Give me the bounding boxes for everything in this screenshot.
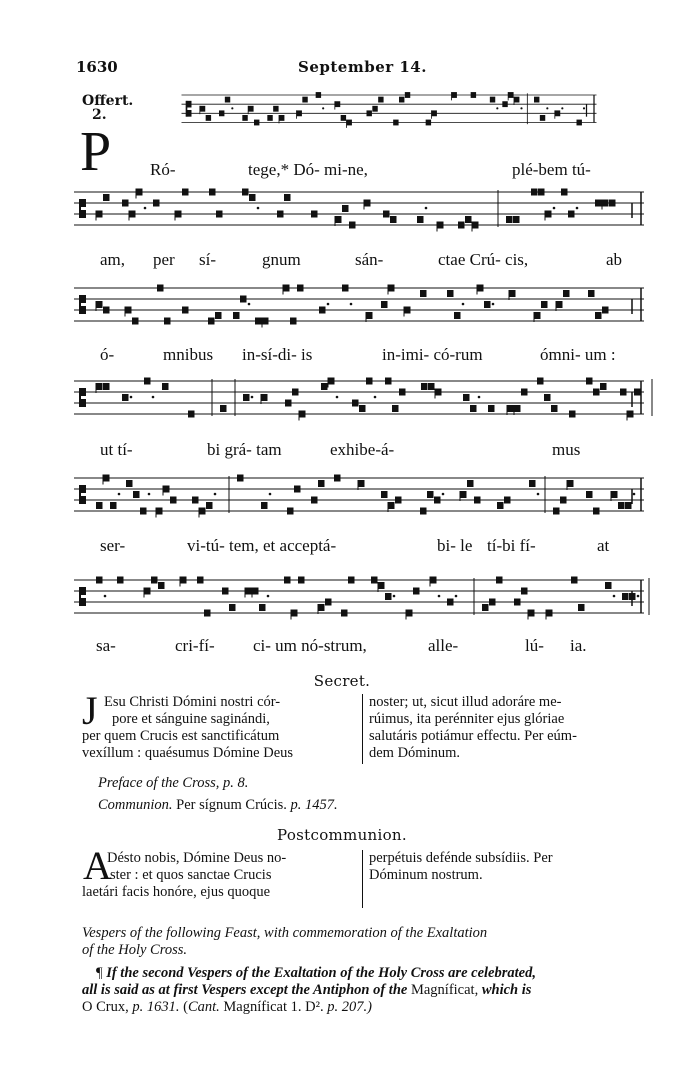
secret-heading: Secret. bbox=[313, 672, 371, 690]
rubric-roman: O Crux, bbox=[82, 999, 129, 1015]
column-divider bbox=[362, 850, 363, 908]
rubric-line-3 bbox=[82, 999, 372, 1016]
preface-line bbox=[98, 775, 248, 792]
offertory-label: Offert. bbox=[82, 93, 134, 109]
lyric-syllable: bi- le bbox=[437, 536, 473, 555]
postcommunion-heading: Postcommunion. bbox=[277, 826, 407, 844]
rubric-text: all is said as at first Vespers except the Antiphon of the bbox=[82, 982, 408, 998]
lyric-syllable: sán- bbox=[355, 250, 384, 269]
chant-staff-1 bbox=[74, 90, 644, 140]
page-title: September 14. bbox=[298, 58, 427, 76]
lyric-syllable: in-sí-di- is bbox=[242, 345, 313, 364]
communion-line bbox=[98, 797, 338, 814]
preface-page: p. 8. bbox=[222, 775, 249, 791]
lyric-syllable: at bbox=[597, 536, 610, 555]
lyric-syllable: ci- um nó-strum, bbox=[253, 636, 367, 655]
chant-staff-6 bbox=[74, 574, 644, 634]
rubric-line-2 bbox=[82, 982, 531, 999]
lyric-syllable: bi grá- tam bbox=[207, 440, 282, 459]
lyric-syllable: am, bbox=[100, 250, 126, 269]
secret-dropcap: J bbox=[82, 688, 98, 733]
lyric-syllable: alle- bbox=[428, 636, 459, 655]
secret-right-line-2: rúimus, ita perénniter ejus glóriae bbox=[369, 711, 565, 727]
secret-left-line-1: Esu Christi Dómini nostri cór- bbox=[104, 694, 281, 710]
lyric-syllable: tege,* Dó- mi-ne, bbox=[248, 160, 368, 179]
postcommunion-dropcap: A bbox=[83, 843, 112, 888]
lyric-syllable: ut tí- bbox=[100, 440, 133, 459]
secret-right-line-1: noster; ut, sicut illud adoráre me- bbox=[369, 694, 562, 710]
lyric-syllable: gnum bbox=[262, 250, 301, 269]
secret-left-line-3: per quem Crucis est sanctificátum bbox=[82, 728, 280, 744]
communion-label: Communion. bbox=[98, 797, 173, 813]
lyric-syllable: vi-tú- tem, et acceptá- bbox=[187, 536, 337, 555]
postcommunion-left-line-2: ster : et quos sanctae Crucis bbox=[110, 867, 272, 883]
lyric-syllable: Ró- bbox=[150, 160, 176, 179]
lyric-syllable: exhibe-á- bbox=[330, 440, 395, 459]
postcommunion-right-line-2: Dóminum nostrum. bbox=[369, 867, 483, 883]
lyric-syllable: in-imi- có-rum bbox=[382, 345, 483, 364]
column-divider bbox=[362, 694, 363, 764]
rubric-page: p. 1631. bbox=[132, 999, 180, 1015]
paragraph-mark-icon: ¶ bbox=[96, 965, 103, 981]
postcommunion-left-line-3: laetári facis honóre, ejus quoque bbox=[82, 884, 271, 900]
rubric-cant: Cant. bbox=[187, 999, 220, 1015]
chant-staff-2 bbox=[74, 186, 644, 246]
rubric-line-1 bbox=[96, 965, 536, 982]
postcommunion-right-line-1: perpétuis defénde subsídiis. Per bbox=[369, 850, 553, 866]
lyric-syllable: tí-bi fí- bbox=[487, 536, 536, 555]
chant-staff-4 bbox=[74, 375, 644, 435]
lyric-syllable: ser- bbox=[100, 536, 126, 555]
rubric-text: If the second Vespers of the Exaltation of the Holy Cross are celebrated, bbox=[106, 965, 536, 981]
chant-staff-3 bbox=[74, 282, 644, 342]
secret-right-line-4: dem Dóminum. bbox=[369, 745, 461, 761]
lyric-syllable: plé-bem tú- bbox=[512, 160, 591, 179]
lyric-syllable: ia. bbox=[570, 636, 587, 655]
chant-staff-5 bbox=[74, 472, 644, 532]
rubric-roman: Magníficat, bbox=[410, 982, 479, 998]
lyric-syllable: sí- bbox=[199, 250, 216, 269]
lyric-syllable: cri-fí- bbox=[175, 636, 215, 655]
lyric-syllable: lú- bbox=[525, 636, 544, 655]
lyric-syllable: ab bbox=[606, 250, 623, 269]
lyric-syllable: mnibus bbox=[163, 345, 214, 364]
secret-right-line-3: salutáris potiámur effectu. Per eúm- bbox=[369, 728, 577, 744]
initial-letter: P bbox=[80, 121, 112, 183]
lyric-syllable: per bbox=[153, 250, 175, 269]
lyric-syllable: ctae Crú- cis, bbox=[438, 250, 529, 269]
lyric-syllable: mus bbox=[552, 440, 581, 459]
communion-text: Per sígnum Crúcis. bbox=[176, 797, 287, 813]
rubric-paren: ( bbox=[183, 999, 188, 1015]
vespers-note-line-2: of the Holy Cross. bbox=[82, 942, 187, 958]
preface-label: Preface of the Cross, bbox=[98, 775, 220, 791]
rubric-roman: Magníficat 1. D². bbox=[223, 999, 324, 1015]
rubric-text: which is bbox=[481, 982, 532, 998]
secret-left-line-4: vexíllum : quaésumus Dómine Deus bbox=[82, 745, 294, 761]
lyric-syllable: sa- bbox=[96, 636, 116, 655]
page-number: 1630 bbox=[76, 58, 118, 76]
communion-page: p. 1457. bbox=[290, 797, 338, 813]
rubric-page: p. 207.) bbox=[327, 999, 372, 1015]
secret-left-line-2: pore et sánguine saginándi, bbox=[112, 711, 270, 727]
lyric-syllable: ó- bbox=[100, 345, 115, 364]
lyric-syllable: ómni- um : bbox=[540, 345, 616, 364]
vespers-note-line-1: Vespers of the following Feast, with commemoration of the Exaltation bbox=[82, 925, 488, 941]
mode-number: 2. bbox=[92, 107, 107, 123]
postcommunion-left-line-1: Désto nobis, Dómine Deus no- bbox=[107, 850, 287, 866]
